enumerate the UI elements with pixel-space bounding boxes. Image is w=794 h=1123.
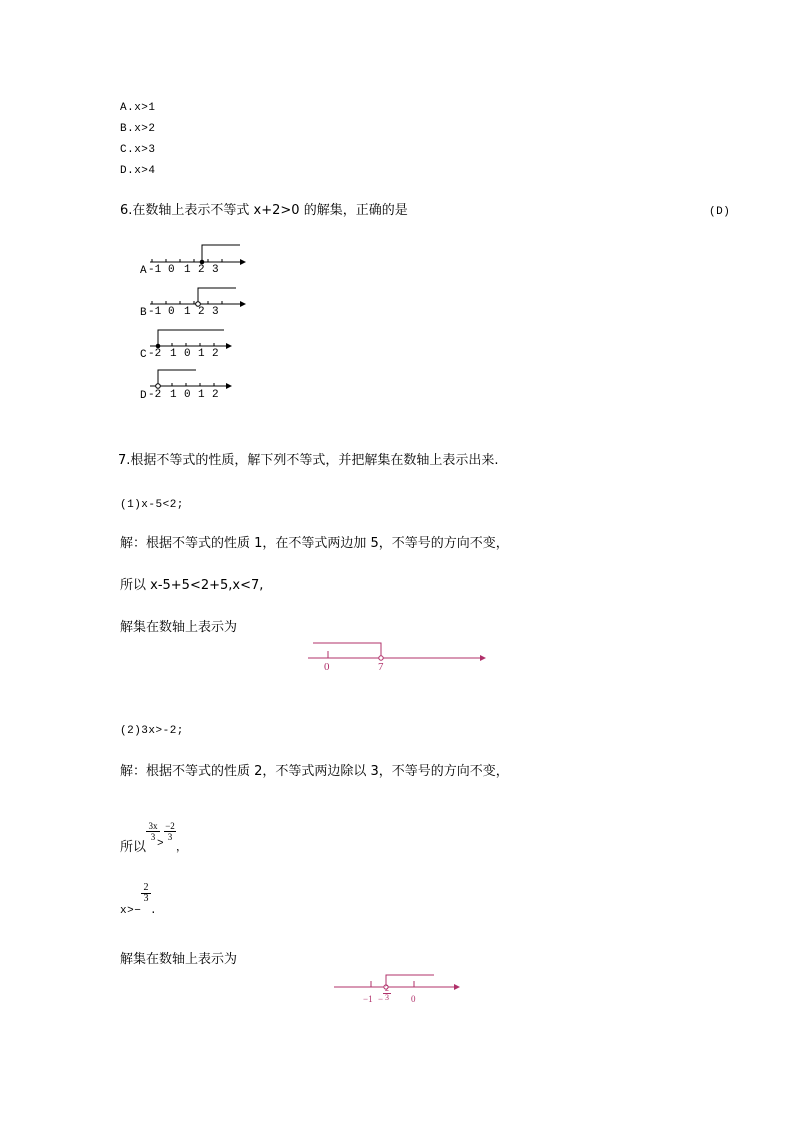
fig-c-tick: 0 — [184, 348, 191, 360]
q6-text: 6.在数轴上表示不等式 x+2>0 的解集，正确的是 — [120, 203, 408, 218]
q7-part1-axis-label: 7 — [378, 661, 384, 673]
fraction-numerator: 3x — [146, 821, 160, 832]
q7-part2-number-line — [330, 968, 470, 1008]
q7-part2-axis-label: 0 — [411, 994, 416, 1004]
q6-answer: (D) — [709, 206, 731, 218]
option-c: C.x>3 — [120, 144, 156, 156]
fraction-numerator: −2 — [165, 821, 175, 831]
fig-d-tick: -2 — [148, 389, 162, 401]
fraction-numerator: 2 — [141, 883, 151, 894]
fig-d-tick: 0 — [184, 389, 191, 401]
fraction-denominator: 3 — [143, 893, 149, 904]
fig-a-label: A — [140, 265, 147, 277]
q7-part2-step-prefix: 所以 — [120, 840, 147, 855]
q7-intro: 7.根据不等式的性质，解下列不等式，并把解集在数轴上表示出来. — [118, 453, 499, 468]
q7-part2-axis-caption: 解集在数轴上表示为 — [120, 952, 238, 967]
q7-part2-axis-fraction — [383, 985, 391, 1002]
fig-a-tick: 0 — [168, 264, 175, 276]
fig-b-tick: 3 — [212, 306, 219, 318]
q7-part2-result-suffix: . — [150, 905, 158, 917]
fig-a-tick: 2 — [198, 264, 205, 276]
option-b: B.x>2 — [120, 123, 156, 135]
q7-part2-problem: (2)3x>-2; — [120, 725, 184, 737]
fig-a-tick: 1 — [184, 264, 191, 276]
q7-part2-result-prefix: x>− — [120, 905, 142, 917]
greater-than-sign: > — [157, 838, 165, 850]
fraction-denominator: 3 — [167, 832, 173, 842]
fraction-neg2-over-3 — [164, 821, 176, 842]
option-d: D.x>4 — [120, 165, 156, 177]
fig-b-tick: 1 — [184, 306, 191, 318]
q7-part1-solution: 解：根据不等式的性质 1，在不等式两边加 5，不等号的方向不变， — [120, 536, 509, 551]
fig-d-tick: 1 — [170, 389, 177, 401]
fig-d-label: D — [140, 390, 147, 402]
fig-c-tick: 1 — [198, 348, 205, 360]
fig-c-label: C — [140, 349, 147, 361]
fig-a-tick: 3 — [212, 264, 219, 276]
q7-part2-axis-label: −1 — [363, 994, 373, 1004]
q7-part1-axis-caption: 解集在数轴上表示为 — [120, 620, 238, 635]
q7-part1-number-line — [300, 636, 500, 676]
fig-b-tick: 2 — [198, 306, 205, 318]
q7-part2-step-suffix: ， — [176, 842, 188, 854]
fraction-numerator: 2 — [385, 984, 389, 993]
fig-c-tick: -2 — [148, 348, 162, 360]
q7-part1-step: 所以 x-5+5<2+5,x<7, — [120, 578, 264, 593]
fig-c-tick: 1 — [170, 348, 177, 360]
fraction-denominator: 3 — [150, 832, 156, 842]
fig-a-tick: -1 — [148, 264, 162, 276]
fig-d-tick: 2 — [212, 389, 219, 401]
q7-part2-axis-label: − — [378, 994, 384, 1004]
fraction-denominator: 3 — [385, 993, 389, 1002]
fraction-2-over-3 — [141, 883, 151, 904]
q7-part1-axis-label: 0 — [324, 661, 330, 673]
option-a: A.x>1 — [120, 102, 156, 114]
fig-b-tick: -1 — [148, 306, 162, 318]
q7-part1-problem: (1)x-5<2; — [120, 499, 184, 511]
fig-c-tick: 2 — [212, 348, 219, 360]
fig-b-label: B — [140, 307, 147, 319]
fig-b-tick: 0 — [168, 306, 175, 318]
q7-part2-solution: 解：根据不等式的性质 2，不等式两边除以 3，不等号的方向不变， — [120, 764, 509, 779]
fig-d-tick: 1 — [198, 389, 205, 401]
